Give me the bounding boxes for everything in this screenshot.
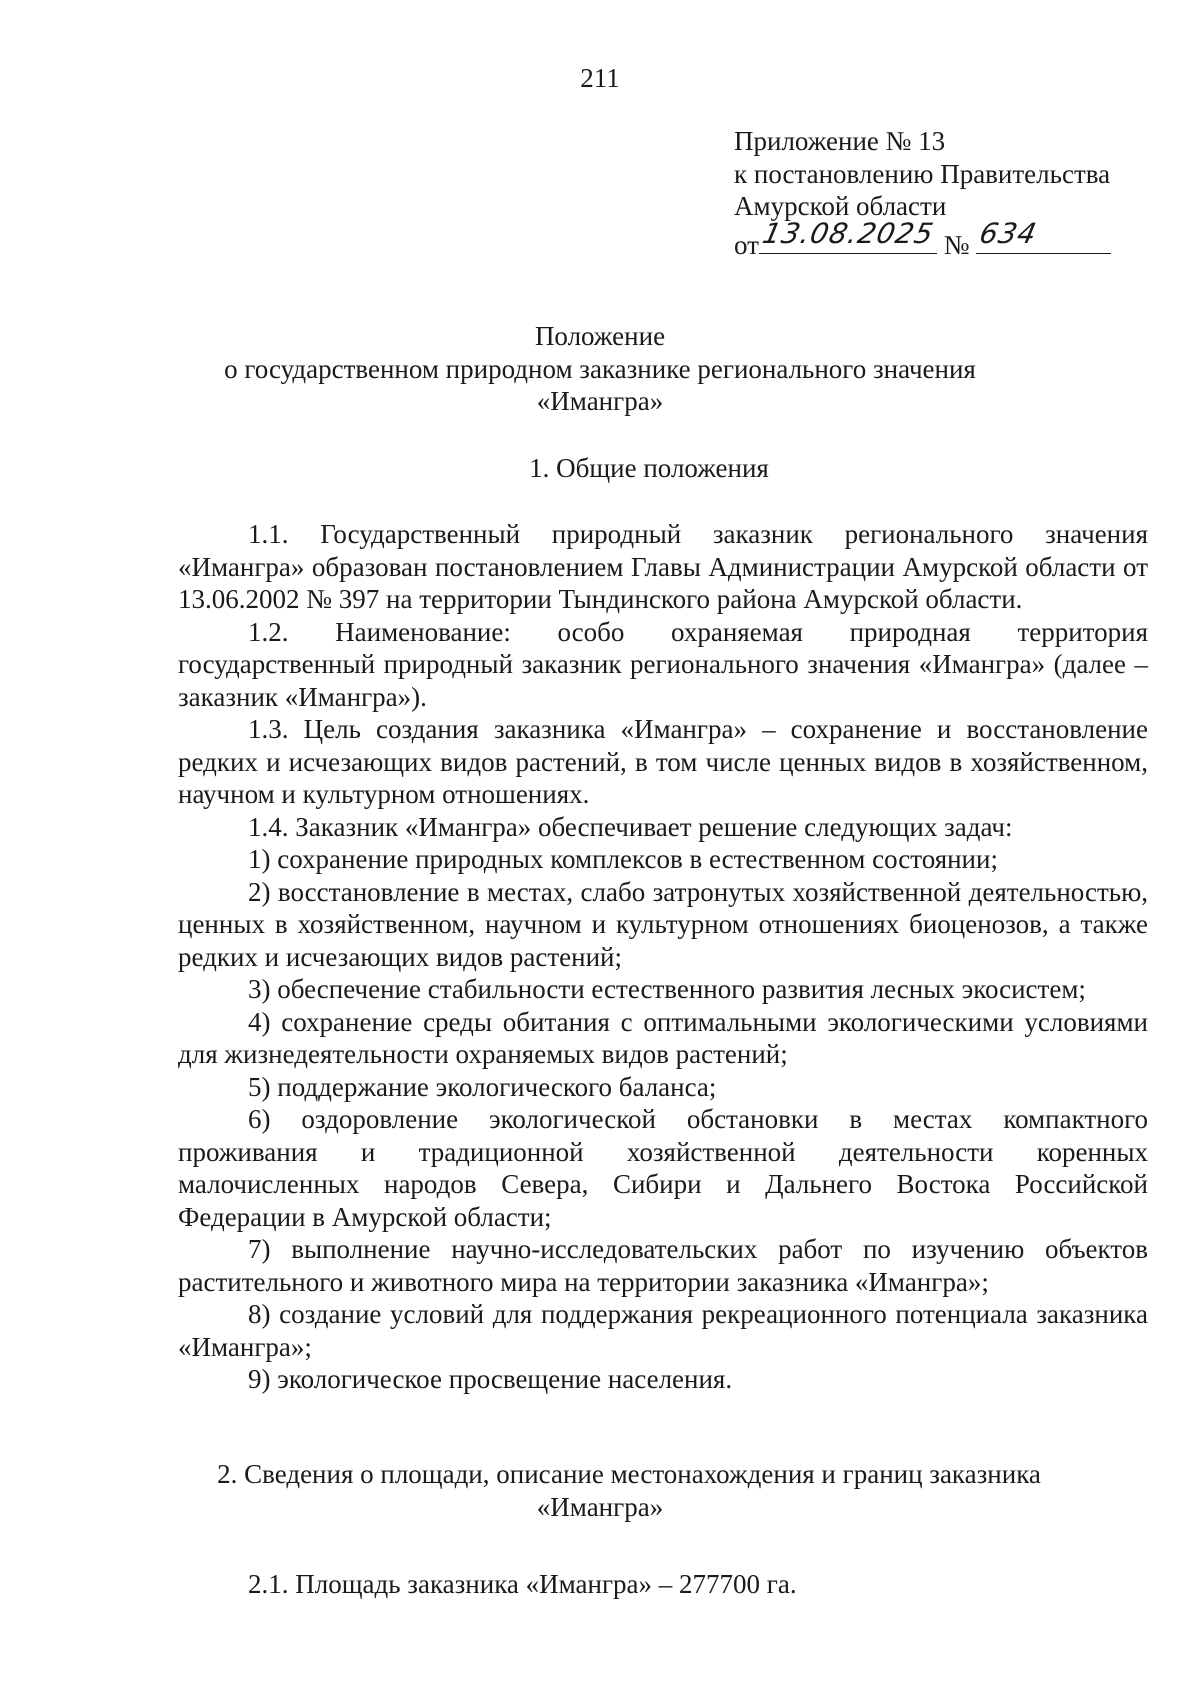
task-item-3: 3) обеспечение стабильности естественного развития лесных экосистем; xyxy=(248,974,1086,1004)
section-2-heading xyxy=(0,1458,1200,1523)
attachment-region: Амурской области xyxy=(734,191,947,221)
attachment-date-number-line xyxy=(734,217,1154,262)
section-2-heading-line-2: «Имангра» xyxy=(536,1491,664,1522)
attachment-header xyxy=(734,125,1154,261)
task-item-2: 2) восстановление в местах, слабо затронутых хозяйственной деятельностью, ценных в хозяйственном, научном и культурном отношениях биоценозов, а также редких и исчезающих видов растений; xyxy=(178,876,1148,972)
section-2-heading-line-1: 2. Сведения о площади, описание местонахождения и границ заказника xyxy=(217,1459,1041,1489)
attachment-resolution-ref: к постановлению Правительства xyxy=(734,158,1111,189)
task-item-7: 7) выполнение научно-исследовательских работ по изучению объектов растительного и животного мира на территории заказника «Имангра»; xyxy=(178,1234,1148,1297)
document-title xyxy=(0,320,1200,418)
handwritten-date: 13.08.2025 xyxy=(759,217,937,250)
date-line xyxy=(759,217,937,254)
title-line-2: о государственном природном заказнике регионального значения xyxy=(224,353,976,384)
task-item-5: 5) поддержание экологического баланса; xyxy=(248,1071,717,1102)
number-line xyxy=(976,217,1111,254)
task-item-8: 8) создание условий для поддержания рекреационного потенциала заказника «Имангра»; xyxy=(178,1299,1148,1362)
paragraph-2-1: 2.1. Площадь заказника «Имангра» – 277700 га. xyxy=(248,1569,797,1599)
paragraph-1-2: 1.2. Наименование: особо охраняемая природная территория государственный природный заказник регионального значения «Имангра» (далее – заказник «Имангра»). xyxy=(178,616,1148,712)
number-label: № xyxy=(943,229,970,260)
section-1-body xyxy=(178,518,1148,1396)
title-line-3: «Имангра» xyxy=(536,386,664,416)
paragraph-1-4: 1.4. Заказник «Имангра» обеспечивает решение следующих задач: xyxy=(248,811,1013,842)
from-label: от xyxy=(734,229,759,260)
paragraph-1-1: 1.1. Государственный природный заказник регионального значения «Имангра» образован постановлением Главы Администрации Амурской области от 13.06.2002 № 397 на территории Тындинского района Амурской области. xyxy=(178,519,1148,614)
handwritten-number: 634 xyxy=(976,217,1041,250)
attachment-number: Приложение № 13 xyxy=(734,126,946,156)
task-item-4: 4) сохранение среды обитания с оптимальными экологическими условиями для жизнедеятельности охраняемых видов растений; xyxy=(178,1006,1148,1069)
task-item-1: 1) сохранение природных комплексов в естественном состоянии; xyxy=(248,844,998,874)
page-number: 211 xyxy=(580,63,620,93)
paragraph-1-3: 1.3. Цель создания заказника «Имангра» – сохранение и восстановление редких и исчезающих видов растений, в том числе ценных видов в хозяйственном, научном и культурном отношениях. xyxy=(178,714,1148,809)
title-line-1: Положение xyxy=(534,321,666,351)
section-1-heading: 1. Общие положения xyxy=(529,453,769,483)
task-item-9: 9) экологическое просвещение населения. xyxy=(248,1364,733,1394)
task-item-6: 6) оздоровление экологической обстановки в местах компактного проживания и традиционной хозяйственной деятельности коренных малочисленных народов Севера, Сибири и Дальнего Востока Российской Федерации в Амурской области; xyxy=(178,1104,1148,1232)
